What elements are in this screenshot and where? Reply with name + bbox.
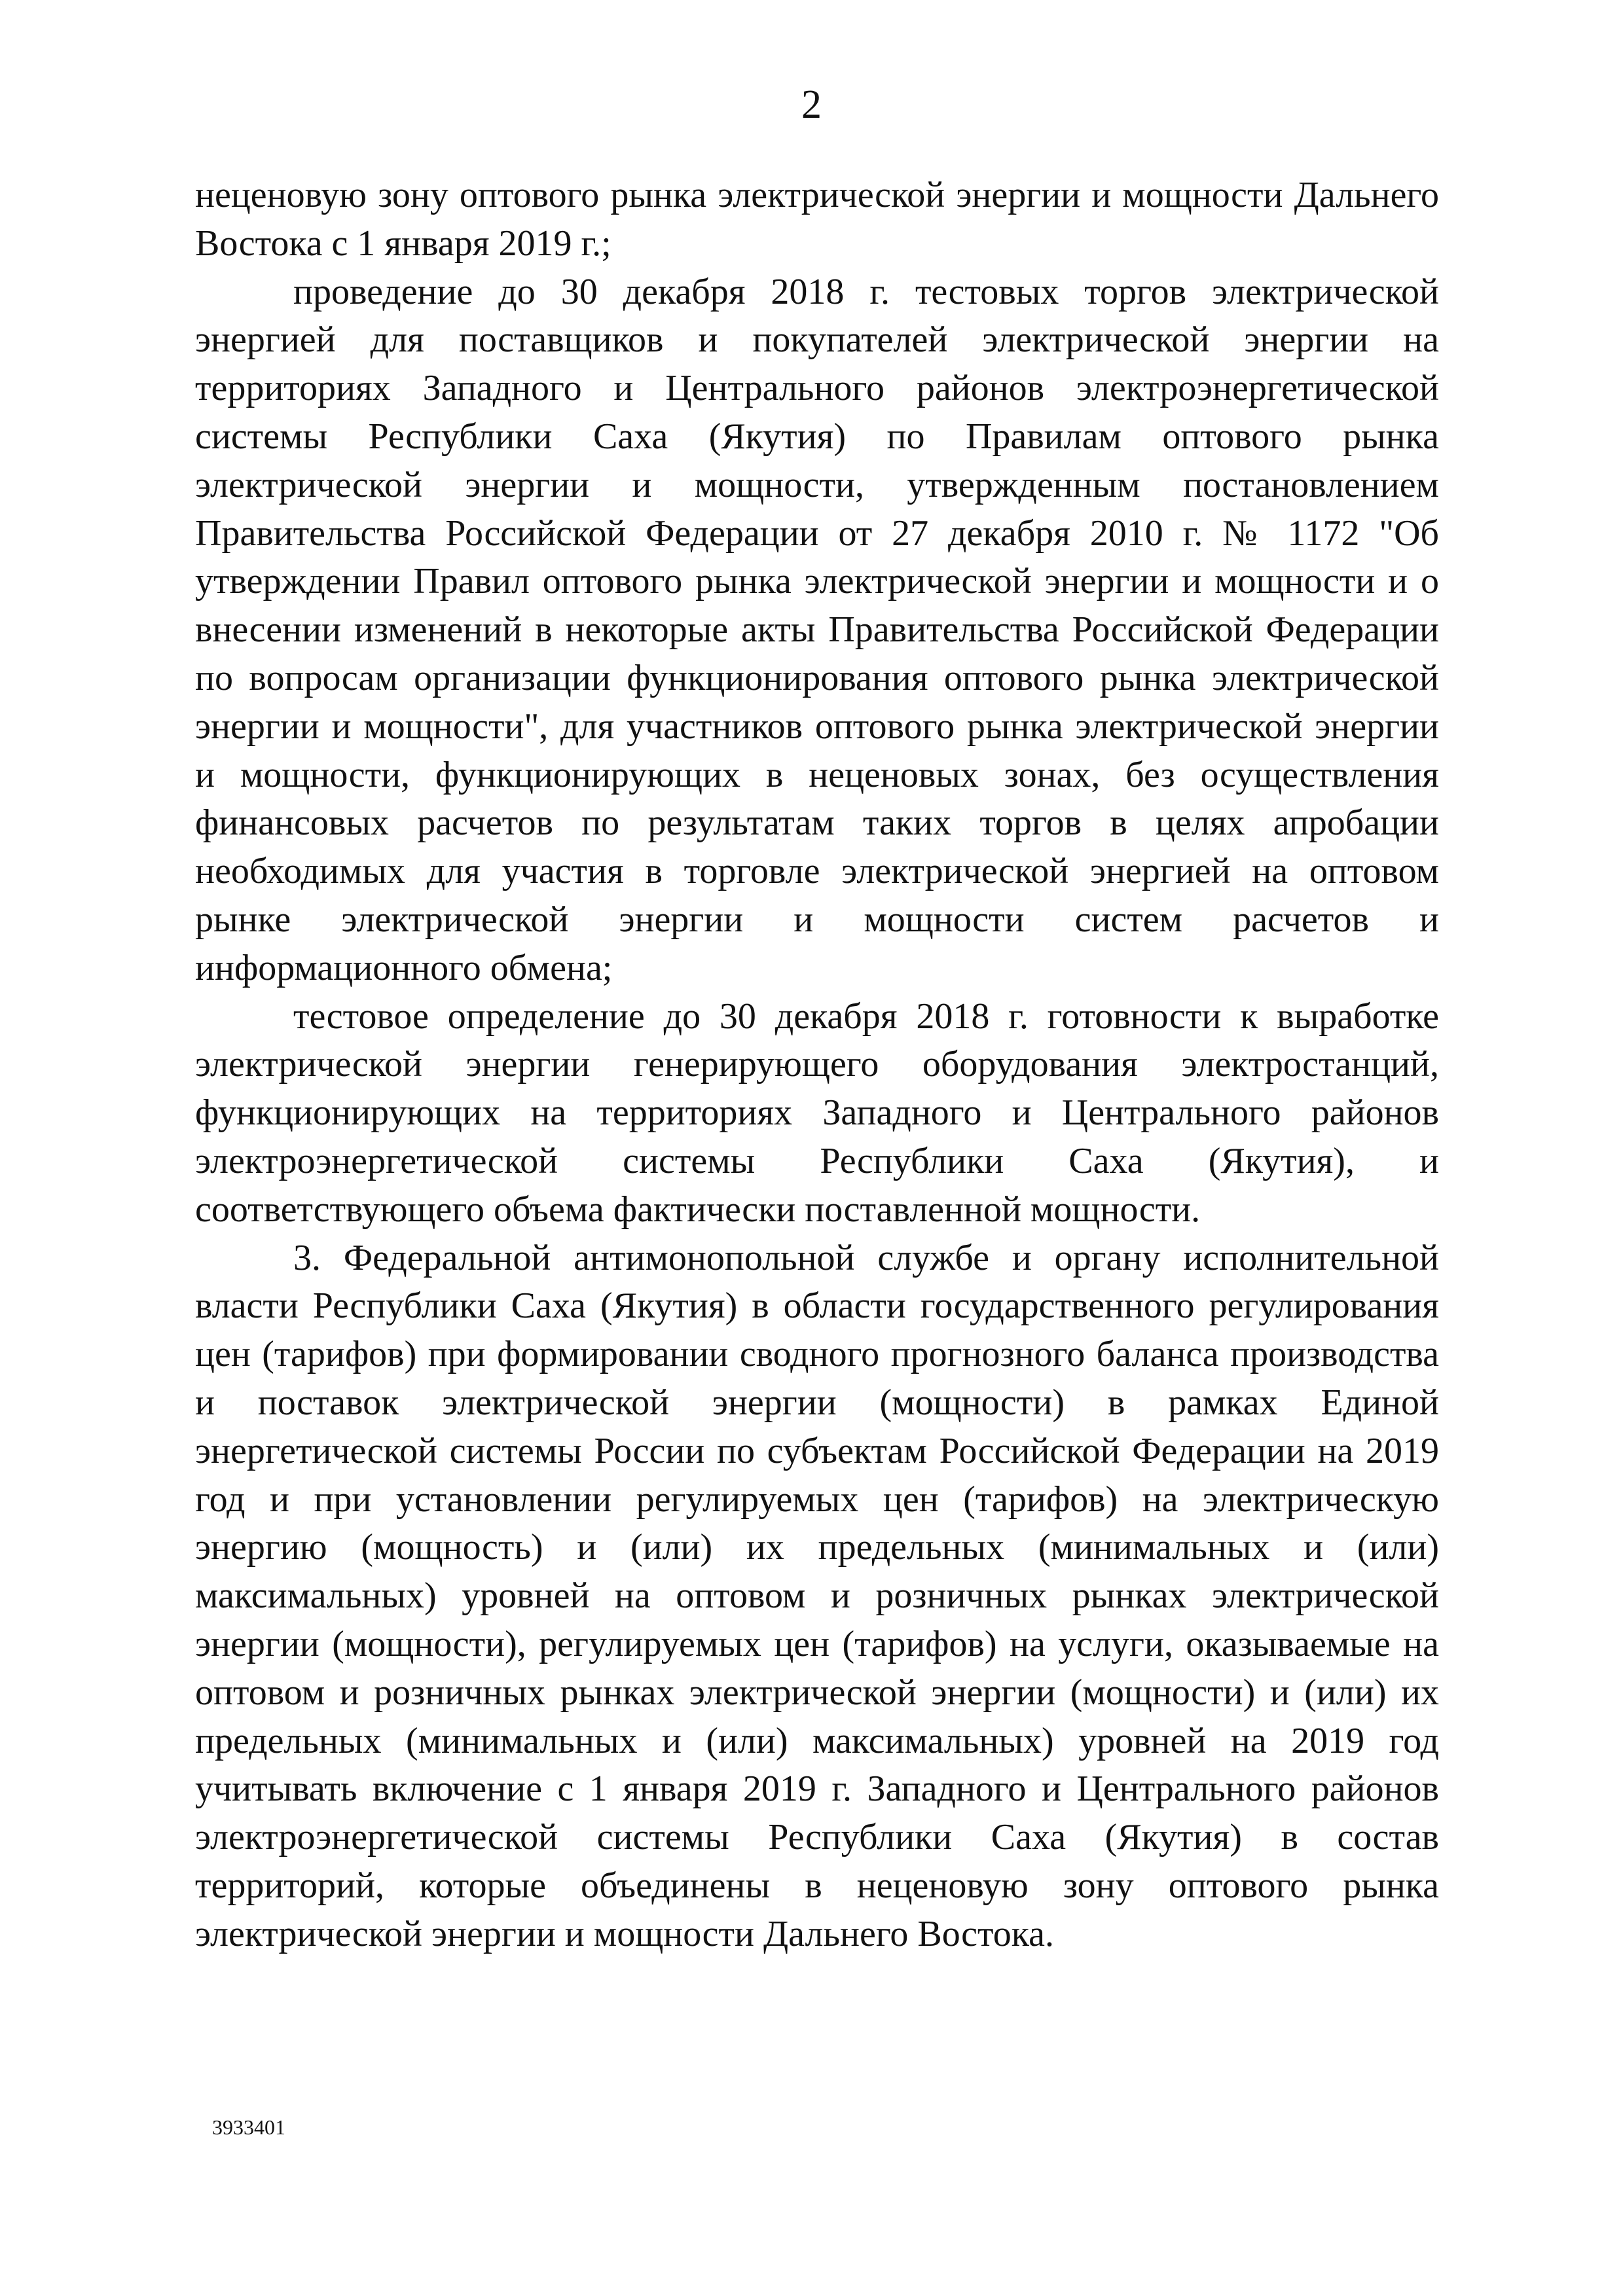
- document-code: 3933401: [212, 2115, 285, 2139]
- paragraph-test-readiness: тестовое определение до 30 декабря 2018 г. готовности к выработке электрической энергии генерирующего оборудования электростанций, функционирующих на территориях Западного и Центрального районов электроэнергетической системы Республики Саха (Якутия), и соответствующего объема фактически поставленной мощности.: [195, 996, 1439, 1230]
- page-number: 2: [801, 82, 822, 127]
- paragraph-continuation: неценовую зону оптового рынка электрической энергии и мощности Дальнего Востока с 1 января 2019 г.;: [195, 175, 1439, 264]
- paragraph-test-trading: проведение до 30 декабря 2018 г. тестовых торгов электрической энергией для поставщиков и покупателей электрической энергии на территориях Западного и Центрального районов электроэнергетической системы Республики Саха (Якутия) по Правилам оптового рынка электрической энергии и мощности, утвержденным постановлением Правительства Российской Федерации от 27 декабря 2010 г. № 1172 "Об утверждении Правил оптового рынка электрической энергии и мощности и о внесении изменений в некоторые акты Правительства Российской Федерации по вопросам организации функционирования оптового рынка электрической энергии и мощности", для участников оптового рынка электрической энергии и мощности, функционирующих в неценовых зонах, без осуществления финансовых расчетов по результатам таких торгов в целях апробации необходимых для участия в торговле электрической энергией на оптовом рынке электрической энергии и мощности систем расчетов и информационного обмена;: [195, 271, 1439, 988]
- paragraph-item-3: 3. Федеральной антимонопольной службе и органу исполнительной власти Республики Саха (Якутия) в области государственного регулирования цен (тарифов) при формировании сводного прогнозного баланса производства и поставок электрической энергии (мощности) в рамках Единой энергетической системы России по субъектам Российской Федерации на 2019 год и при установлении регулируемых цен (тарифов) на электрическую энергию (мощность) и (или) их предельных (минимальных и (или) максимальных) уровней на оптовом и розничных рынках электрической энергии (мощности), регулируемых цен (тарифов) на услуги, оказываемые на оптовом и розничных рынках электрической энергии (мощности) и (или) их предельных (минимальных и (или) максимальных) уровней на 2019 год учитывать включение с 1 января 2019 г. Западного и Центрального районов электроэнергетической системы Республики Саха (Якутия) в состав территорий, которые объединены в неценовую зону оптового рынка электрической энергии и мощности Дальнего Востока.: [195, 1237, 1439, 1954]
- document-body: [195, 171, 1439, 1958]
